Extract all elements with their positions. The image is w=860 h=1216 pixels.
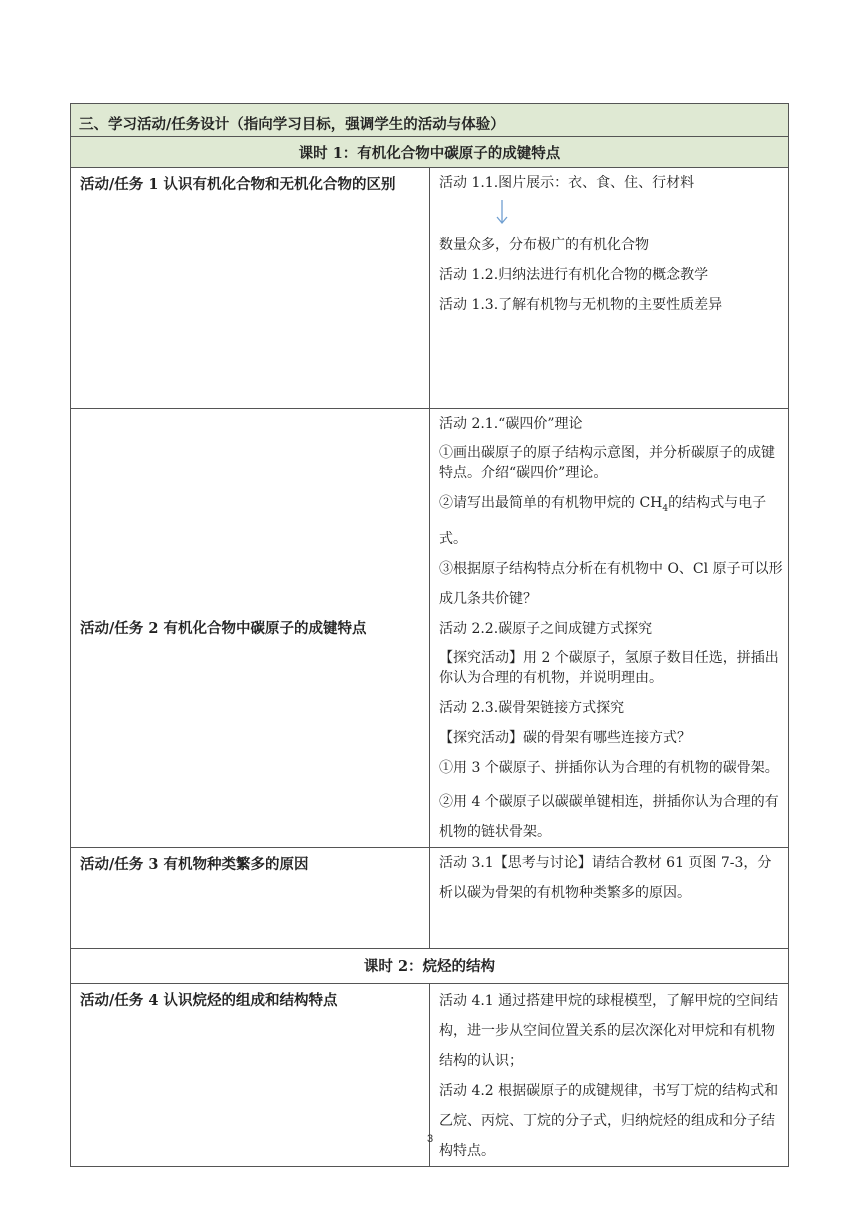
task2-line-2: ①画出碳原子的原子结构示意图，并分析碳原子的成键特点。介绍“碳四价”理论。: [439, 445, 775, 481]
task2-content: [430, 409, 789, 848]
task4-line-2: 活动 4.2 根据碳原子的成键规律，书写丁烷的结构式和乙烷、丙烷、丁烷的分子式，归纳烷烃的组成和分子结构特点。: [439, 1082, 779, 1159]
task4-line-1: 活动 4.1 通过搭建甲烷的球棍模型，了解甲烷的空间结构，进一步从空间位置关系的层次深化对甲烷和有机物结构的认识；: [439, 992, 779, 1069]
task2-line-3: [439, 488, 784, 554]
task2-line-8: 【探究活动】碳的骨架有哪些连接方式？: [439, 729, 691, 746]
task3-line-1: 活动 3.1【思考与讨论】请结合教材 61 页图 7-3，分析以碳为骨架的有机物种类繁多的原因。: [439, 854, 772, 901]
task2-line-1: 活动 2.1.“碳四价”理论: [439, 416, 583, 432]
page-number: 3: [426, 1133, 434, 1145]
lesson2-heading: 课时 2：烷烃的结构: [71, 948, 789, 983]
task2-line-6: 【探究活动】用 2 个碳原子，氢原子数目任选，拼插出你认为合理的有机物，并说明理由。: [439, 649, 779, 686]
methane-text-a: ②请写出最简单的有机物甲烷的 CH: [439, 495, 663, 511]
task1-content: [430, 168, 789, 409]
task2-line-7: 活动 2.3.碳骨架链接方式探究: [439, 699, 625, 716]
task1-line-4: 活动 1.3.了解有机物与无机物的主要性质差异: [439, 297, 723, 313]
task1-line-1: 活动 1.1.图片展示：衣、食、住、行材料: [439, 175, 695, 191]
task2-line-4: ③根据原子结构特点分析在有机物中 O、Cl 原子可以形成几条共价键？: [439, 560, 783, 607]
lesson1-heading: 课时 1：有机化合物中碳原子的成键特点: [71, 137, 789, 168]
methane-subscript: 4: [662, 503, 669, 514]
task-row-1: [71, 168, 789, 409]
task3-name: 活动/任务 3 有机物种类繁多的原因: [71, 847, 430, 948]
task-row-2: [71, 409, 789, 848]
methane-text-b: 的结构式与电子式。: [439, 495, 767, 547]
task2-line-10: ②用 4 个碳原子以碳碳单键相连，拼插你认为合理的有机物的链状骨架。: [439, 793, 779, 840]
activity-design-table: [70, 103, 789, 1167]
section-title: 三、学习活动/任务设计（指向学习目标，强调学生的活动与体验）: [71, 104, 789, 137]
down-arrow-icon: [439, 198, 784, 230]
task1-line-2: 数量众多，分布极广的有机化合物: [439, 237, 649, 253]
task2-line-5: 活动 2.2.碳原子之间成键方式探究: [439, 620, 653, 637]
task2-name: 活动/任务 2 有机化合物中碳原子的成键特点: [71, 409, 430, 848]
task1-line-3: 活动 1.2.归纳法进行有机化合物的概念教学: [439, 267, 709, 283]
task3-content: [430, 847, 789, 948]
task1-name: 活动/任务 1 认识有机化合物和无机化合物的区别: [71, 168, 430, 409]
task2-line-9: ①用 3 个碳原子、拼插你认为合理的有机物的碳骨架。: [439, 759, 779, 776]
task4-name: 活动/任务 4 认识烷烃的组成和结构特点: [71, 983, 430, 1166]
task-row-3: [71, 847, 789, 948]
